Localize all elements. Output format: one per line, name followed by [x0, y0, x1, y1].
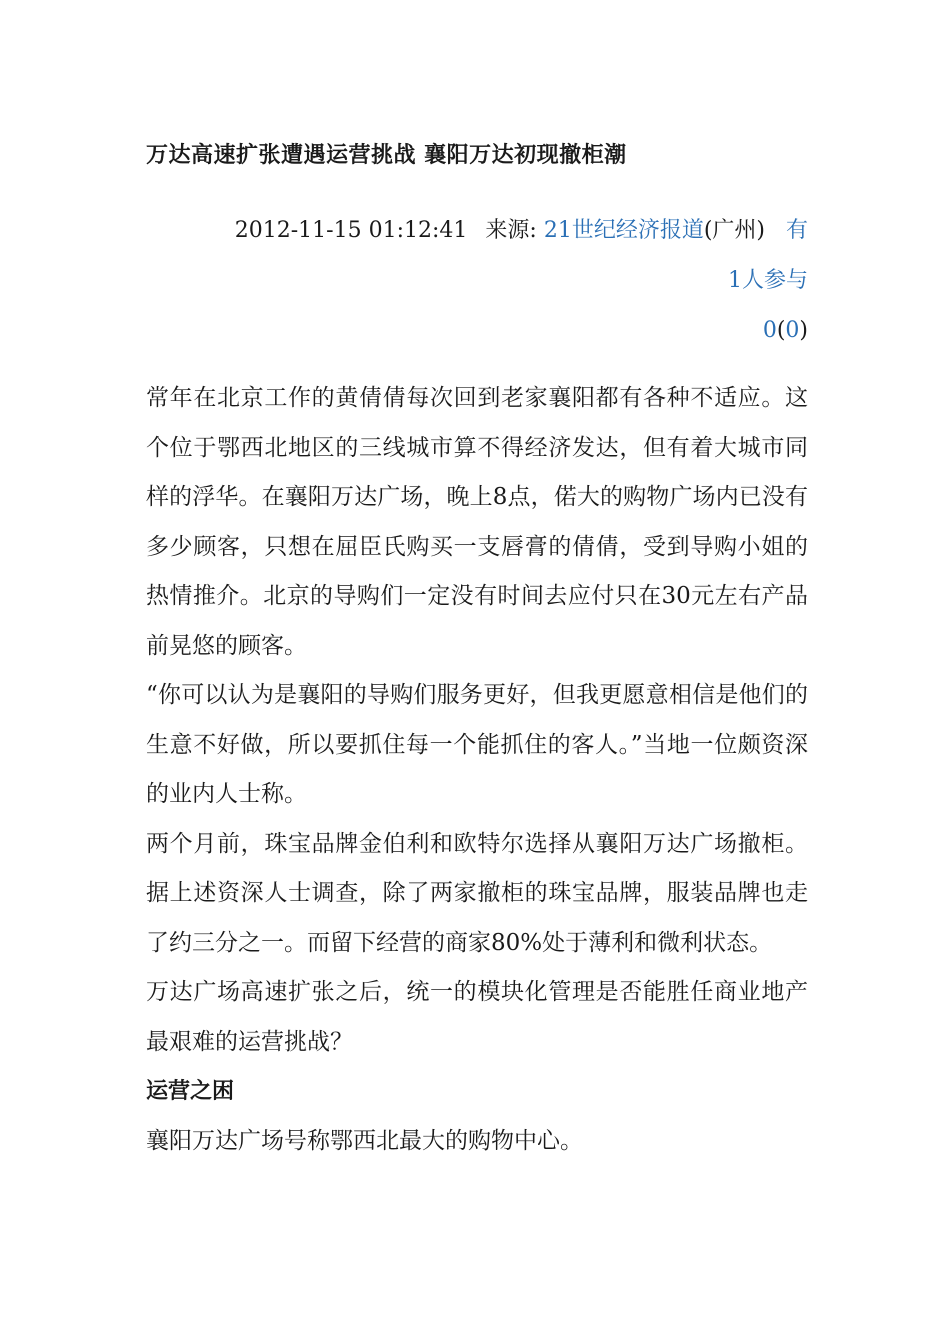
source-region: (广州) [703, 218, 765, 243]
meta-line-participants [146, 256, 808, 306]
article-title: 万达高速扩张遭遇运营挑战 襄阳万达初现撤柜潮 [146, 143, 627, 168]
paragraph: 万达广场高速扩张之后，统一的模块化管理是否能胜任商业地产最艰难的运营挑战？ [146, 979, 808, 1055]
article-body [146, 374, 808, 1166]
paragraph: 两个月前，珠宝品牌金伯利和欧特尔选择从襄阳万达广场撤柜。据上述资深人士调查，除了两家撤柜的珠宝品牌，服装品牌也走了约三分之一。而留下经营的商家80%处于薄利和微利状态。 [146, 830, 808, 956]
meta-line-comments [146, 306, 808, 356]
paragraph: 常年在北京工作的黄倩倩每次回到老家襄阳都有各种不适应。这个位于鄂西北地区的三线城市算不得经济发达，但有着大城市同样的浮华。在襄阳万达广场，晚上8点，偌大的购物广场内已没有多少顾客，只想在屈臣氏购买一支唇膏的倩倩，受到导购小姐的热情推介。北京的导购们一定没有时间去应付只在30元左右产品前晃悠的顾客。 [146, 385, 808, 659]
meta-line-source [146, 206, 808, 256]
comments-count-link[interactable]: 0 [762, 318, 777, 343]
participants-prefix[interactable]: 有 [785, 218, 808, 243]
comments-paren-close: ) [799, 318, 808, 343]
comments-inner-link[interactable]: 0 [785, 318, 800, 343]
paragraph: “你可以认为是襄阳的导购们服务更好，但我更愿意相信是他们的生意不好做，所以要抓住每一个能抓住的客人。”当地一位颇资深的业内人士称。 [146, 682, 808, 807]
source-label: 来源: [485, 218, 537, 243]
publish-date: 2012-11-15 01:12:41 [234, 218, 468, 243]
comments-paren-open: ( [776, 318, 786, 343]
article-meta [146, 206, 808, 356]
participants-link[interactable]: 1人参与 [728, 268, 808, 293]
paragraph: 襄阳万达广场号称鄂西北最大的购物中心。 [146, 1127, 583, 1154]
section-heading: 运营之困 [146, 1079, 235, 1104]
source-link[interactable]: 21世纪经济报道 [543, 218, 704, 243]
